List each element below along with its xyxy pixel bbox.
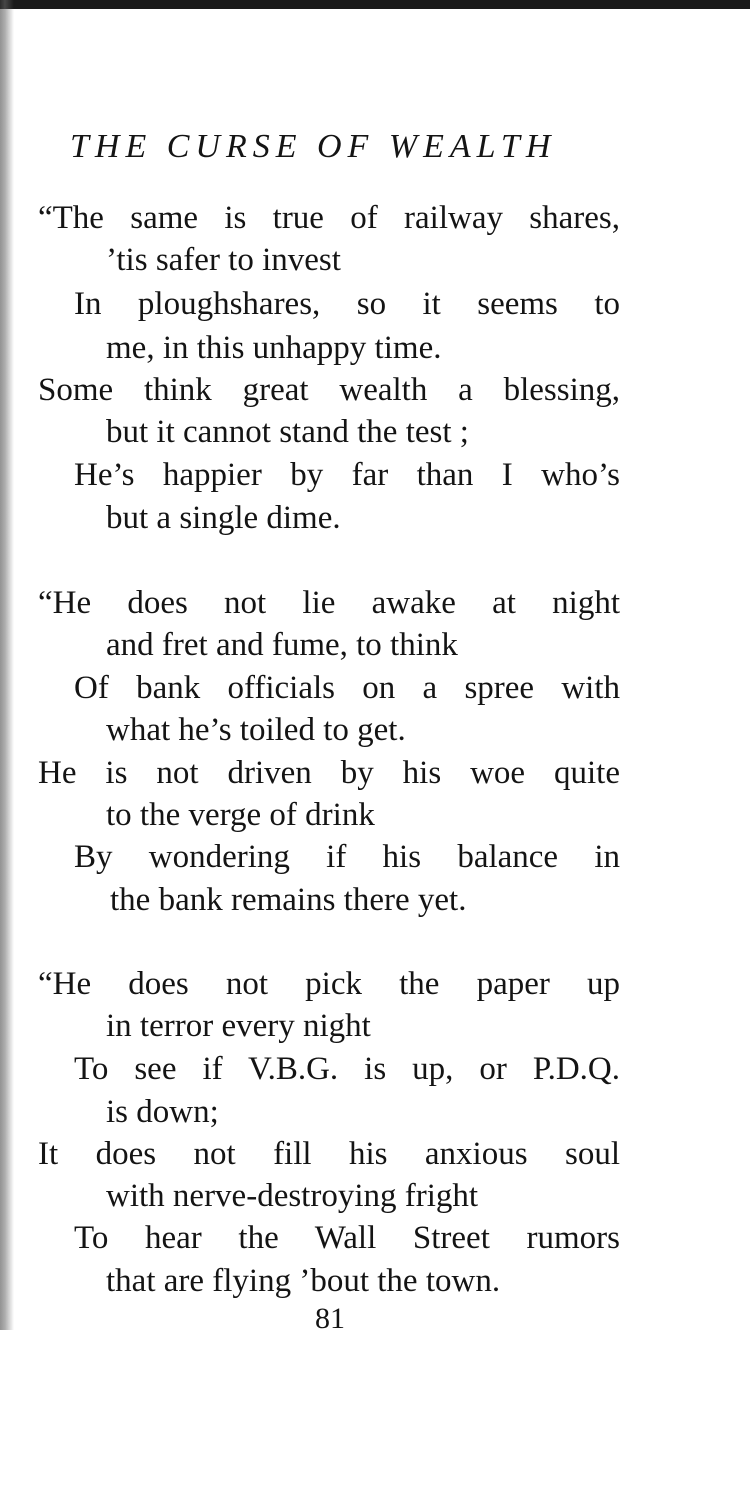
poem-line: He is not driven by his woe quite xyxy=(38,755,620,791)
poem-line: to the verge of drink xyxy=(106,797,375,833)
poem-line: in terror every night xyxy=(106,1008,371,1044)
poem-line: “He does not lie awake at night xyxy=(38,585,620,621)
poem-line: me, in this unhappy time. xyxy=(106,330,442,366)
poem-line: Some think great wealth a blessing, xyxy=(38,372,620,408)
running-head: THE CURSE OF WEALTH xyxy=(70,128,557,165)
poem-line: what he’s toiled to get. xyxy=(106,712,406,748)
poem-line: that are flying ’bout the town. xyxy=(106,1263,501,1299)
poem-line: In ploughshares, so it seems to xyxy=(74,286,620,322)
poem-line: but a single dime. xyxy=(106,500,341,536)
poem-line: is down; xyxy=(106,1094,219,1130)
poem-line: He’s happier by far than I who’s xyxy=(74,457,620,493)
poem-line: To see if V.B.G. is up, or P.D.Q. xyxy=(74,1051,620,1087)
poem-line: with nerve-destroying fright xyxy=(106,1178,479,1214)
poem-line: but it cannot stand the test ; xyxy=(106,414,469,450)
poem-line: “He does not pick the paper up xyxy=(38,966,620,1002)
poem-line: Of bank officials on a spree with xyxy=(74,670,620,706)
poem-line: ’tis safer to invest xyxy=(106,242,341,278)
poem-line: To hear the Wall Street rumors xyxy=(74,1220,620,1256)
poem-line: “The same is true of railway shares, xyxy=(38,200,620,236)
poem-line: It does not fill his anxious soul xyxy=(38,1136,620,1172)
page-number: 81 xyxy=(315,1302,345,1335)
poem-line: the bank remains there yet. xyxy=(110,882,467,918)
poem-line: and fret and fume, to think xyxy=(106,627,458,663)
poem-line: By wondering if his balance in xyxy=(74,839,620,875)
